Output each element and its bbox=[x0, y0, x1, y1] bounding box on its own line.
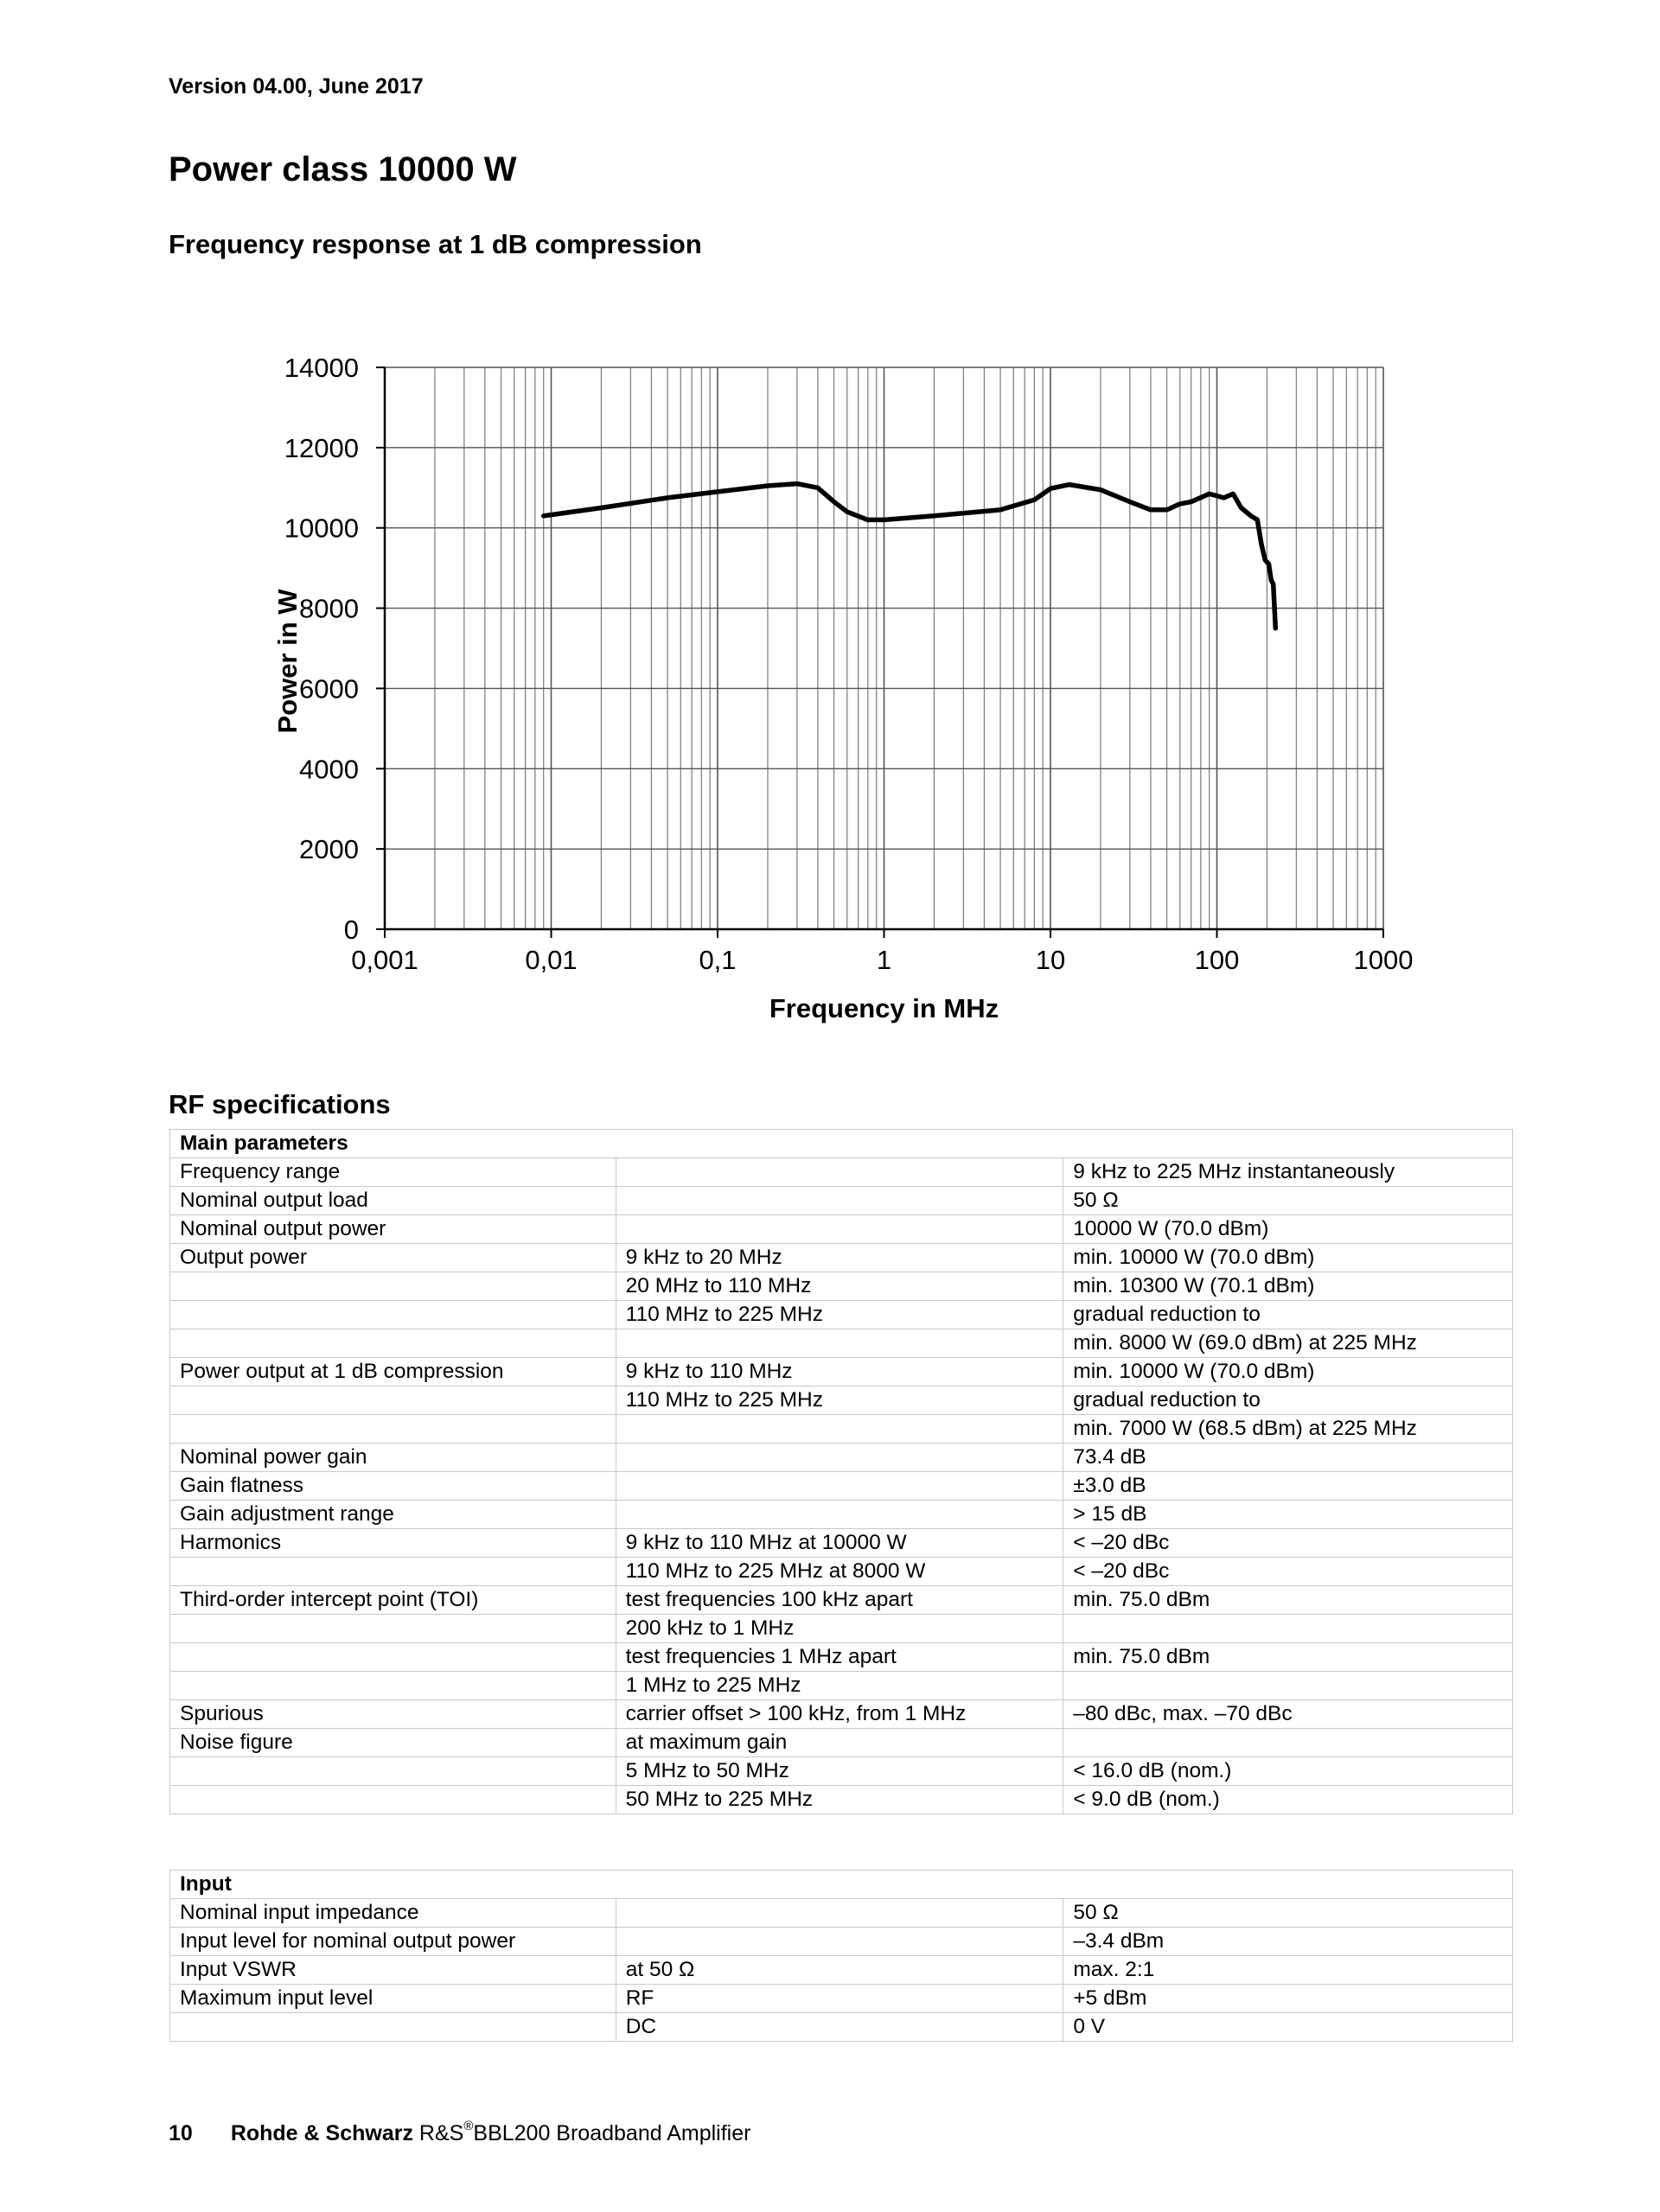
value-cell: ±3.0 dB bbox=[1063, 1472, 1513, 1501]
table-row bbox=[170, 1700, 1513, 1729]
condition-cell: RF bbox=[616, 1985, 1063, 2013]
condition-cell bbox=[616, 1329, 1063, 1358]
parameter-cell bbox=[170, 1643, 616, 1672]
chart-subtitle: Frequency response at 1 dB compression bbox=[169, 229, 702, 259]
condition-cell bbox=[616, 1928, 1063, 1956]
parameter-cell: Input VSWR bbox=[170, 1956, 616, 1985]
parameter-cell bbox=[170, 1757, 616, 1786]
value-cell: < –20 dBc bbox=[1063, 1529, 1513, 1558]
condition-cell: test frequencies 100 kHz apart bbox=[616, 1586, 1063, 1615]
rf_table-header-row bbox=[170, 1130, 1513, 1158]
y-tick-label: 8000 bbox=[299, 593, 359, 624]
parameter-cell: Noise figure bbox=[170, 1729, 616, 1757]
condition-cell bbox=[616, 1444, 1063, 1472]
table-row bbox=[170, 1187, 1513, 1215]
x-tick-label: 1000 bbox=[1353, 945, 1414, 975]
x-axis-title: Frequency in MHz bbox=[769, 993, 999, 1023]
condition-cell: 200 kHz to 1 MHz bbox=[616, 1615, 1063, 1643]
condition-cell: 110 MHz to 225 MHz bbox=[616, 1386, 1063, 1415]
table-row bbox=[170, 1329, 1513, 1358]
value-cell: > 15 dB bbox=[1063, 1501, 1513, 1529]
value-cell: –3.4 dBm bbox=[1063, 1928, 1513, 1956]
input_table-section-header: Input bbox=[170, 1871, 1513, 1899]
brand-name: Rohde & Schwarz bbox=[230, 2121, 413, 2145]
condition-cell: 9 kHz to 20 MHz bbox=[616, 1244, 1063, 1272]
value-cell: min. 8000 W (69.0 dBm) at 225 MHz bbox=[1063, 1329, 1513, 1358]
condition-cell: test frequencies 1 MHz apart bbox=[616, 1643, 1063, 1672]
parameter-cell bbox=[170, 1272, 616, 1301]
parameter-cell bbox=[170, 1301, 616, 1329]
parameter-cell: Input level for nominal output power bbox=[170, 1928, 616, 1956]
value-cell: min. 7000 W (68.5 dBm) at 225 MHz bbox=[1063, 1415, 1513, 1444]
condition-cell: 20 MHz to 110 MHz bbox=[616, 1272, 1063, 1301]
parameter-cell bbox=[170, 1386, 616, 1415]
value-cell: 73.4 dB bbox=[1063, 1444, 1513, 1472]
value-cell: 50 Ω bbox=[1063, 1187, 1513, 1215]
frequency-response-chart bbox=[251, 333, 1427, 1042]
input-specifications-table bbox=[169, 1870, 1513, 2042]
parameter-cell: Nominal output power bbox=[170, 1215, 616, 1244]
x-tick-label: 100 bbox=[1194, 945, 1240, 975]
value-cell: 10000 W (70.0 dBm) bbox=[1063, 1215, 1513, 1244]
table-row bbox=[170, 1272, 1513, 1301]
condition-cell bbox=[616, 1215, 1063, 1244]
condition-cell: 9 kHz to 110 MHz bbox=[616, 1358, 1063, 1386]
parameter-cell bbox=[170, 1558, 616, 1586]
rf_table-section-header: Main parameters bbox=[170, 1130, 1513, 1158]
parameter-cell bbox=[170, 2013, 616, 2042]
y-tick-label: 2000 bbox=[299, 834, 359, 865]
condition-cell: 5 MHz to 50 MHz bbox=[616, 1757, 1063, 1786]
value-cell: 9 kHz to 225 MHz instantaneously bbox=[1063, 1158, 1513, 1187]
parameter-cell: Output power bbox=[170, 1244, 616, 1272]
x-tick-label: 0,1 bbox=[699, 945, 737, 975]
condition-cell: 1 MHz to 225 MHz bbox=[616, 1672, 1063, 1700]
condition-cell: 110 MHz to 225 MHz at 8000 W bbox=[616, 1558, 1063, 1586]
condition-cell: 110 MHz to 225 MHz bbox=[616, 1301, 1063, 1329]
table-row bbox=[170, 1615, 1513, 1643]
value-cell: gradual reduction to bbox=[1063, 1301, 1513, 1329]
table-row bbox=[170, 1757, 1513, 1786]
product-prefix: R&S bbox=[418, 2121, 464, 2145]
value-cell: max. 2:1 bbox=[1063, 1956, 1513, 1985]
condition-cell bbox=[616, 1899, 1063, 1928]
input_table-header-row bbox=[170, 1871, 1513, 1899]
value-cell: 0 V bbox=[1063, 2013, 1513, 2042]
page-title: Power class 10000 W bbox=[169, 150, 517, 188]
parameter-cell: Power output at 1 dB compression bbox=[170, 1358, 616, 1386]
condition-cell bbox=[616, 1415, 1063, 1444]
condition-cell bbox=[616, 1187, 1063, 1215]
condition-cell: at 50 Ω bbox=[616, 1956, 1063, 1985]
x-tick-label: 0,01 bbox=[525, 945, 578, 975]
parameter-cell: Third-order intercept point (TOI) bbox=[170, 1586, 616, 1615]
y-tick-label: 6000 bbox=[299, 673, 359, 704]
parameter-cell bbox=[170, 1672, 616, 1700]
rf-specifications-table bbox=[169, 1129, 1513, 1814]
parameter-cell: Nominal input impedance bbox=[170, 1899, 616, 1928]
condition-cell: DC bbox=[616, 2013, 1063, 2042]
parameter-cell: Maximum input level bbox=[170, 1985, 616, 2013]
value-cell: 50 Ω bbox=[1063, 1899, 1513, 1928]
table-row bbox=[170, 1301, 1513, 1329]
parameter-cell: Nominal output load bbox=[170, 1187, 616, 1215]
registered-mark: ® bbox=[463, 2119, 474, 2133]
table-row bbox=[170, 1985, 1513, 2013]
value-cell: < 9.0 dB (nom.) bbox=[1063, 1786, 1513, 1814]
table-row bbox=[170, 1501, 1513, 1529]
value-cell: +5 dBm bbox=[1063, 1985, 1513, 2013]
parameter-cell: Frequency range bbox=[170, 1158, 616, 1187]
parameter-cell: Harmonics bbox=[170, 1529, 616, 1558]
y-tick-label: 4000 bbox=[299, 754, 359, 785]
table-row bbox=[170, 1358, 1513, 1386]
table-row bbox=[170, 1729, 1513, 1757]
condition-cell: 50 MHz to 225 MHz bbox=[616, 1786, 1063, 1814]
value-cell: < 16.0 dB (nom.) bbox=[1063, 1757, 1513, 1786]
value-cell: min. 10000 W (70.0 dBm) bbox=[1063, 1358, 1513, 1386]
value-cell: < –20 dBc bbox=[1063, 1558, 1513, 1586]
value-cell: min. 10300 W (70.1 dBm) bbox=[1063, 1272, 1513, 1301]
parameter-cell bbox=[170, 1615, 616, 1643]
parameter-cell: Gain flatness bbox=[170, 1472, 616, 1501]
page-footer bbox=[169, 2121, 750, 2146]
parameter-cell bbox=[170, 1415, 616, 1444]
table-row bbox=[170, 1215, 1513, 1244]
y-tick-label: 0 bbox=[343, 915, 359, 945]
y-tick-label: 12000 bbox=[284, 432, 359, 463]
value-cell: min. 75.0 dBm bbox=[1063, 1643, 1513, 1672]
parameter-cell bbox=[170, 1329, 616, 1358]
value-cell bbox=[1063, 1615, 1513, 1643]
x-tick-label: 1 bbox=[876, 945, 892, 975]
parameter-cell: Gain adjustment range bbox=[170, 1501, 616, 1529]
table-row bbox=[170, 1643, 1513, 1672]
table-row bbox=[170, 1899, 1513, 1928]
series-line-power-output bbox=[544, 484, 1276, 628]
value-cell bbox=[1063, 1672, 1513, 1700]
parameter-cell: Spurious bbox=[170, 1700, 616, 1729]
table-row bbox=[170, 1558, 1513, 1586]
x-tick-label: 0,001 bbox=[351, 945, 418, 975]
condition-cell: at maximum gain bbox=[616, 1729, 1063, 1757]
table-row bbox=[170, 1158, 1513, 1187]
page-number: 10 bbox=[169, 2121, 193, 2145]
condition-cell bbox=[616, 1158, 1063, 1187]
x-tick-label: 10 bbox=[1035, 945, 1066, 975]
table-row bbox=[170, 1956, 1513, 1985]
value-cell bbox=[1063, 1729, 1513, 1757]
value-cell: –80 dBc, max. –70 dBc bbox=[1063, 1700, 1513, 1729]
table-row bbox=[170, 1386, 1513, 1415]
y-axis-title: Power in W bbox=[272, 589, 303, 734]
table-row bbox=[170, 1928, 1513, 1956]
condition-cell bbox=[616, 1501, 1063, 1529]
table-row bbox=[170, 1444, 1513, 1472]
product-name: BBL200 Broadband Amplifier bbox=[473, 2121, 751, 2145]
value-cell: min. 75.0 dBm bbox=[1063, 1586, 1513, 1615]
y-tick-label: 10000 bbox=[284, 513, 359, 544]
table-row bbox=[170, 1586, 1513, 1615]
table-row bbox=[170, 1786, 1513, 1814]
table-row bbox=[170, 1244, 1513, 1272]
table-row bbox=[170, 1672, 1513, 1700]
y-tick-label: 14000 bbox=[284, 353, 359, 383]
version-label: Version 04.00, June 2017 bbox=[169, 74, 424, 99]
table-row bbox=[170, 1415, 1513, 1444]
value-cell: min. 10000 W (70.0 dBm) bbox=[1063, 1244, 1513, 1272]
rf-specifications-heading: RF specifications bbox=[169, 1089, 391, 1119]
value-cell: gradual reduction to bbox=[1063, 1386, 1513, 1415]
table-row bbox=[170, 2013, 1513, 2042]
condition-cell: 9 kHz to 110 MHz at 10000 W bbox=[616, 1529, 1063, 1558]
parameter-cell bbox=[170, 1786, 616, 1814]
table-row bbox=[170, 1529, 1513, 1558]
parameter-cell: Nominal power gain bbox=[170, 1444, 616, 1472]
condition-cell: carrier offset > 100 kHz, from 1 MHz bbox=[616, 1700, 1063, 1729]
condition-cell bbox=[616, 1472, 1063, 1501]
table-row bbox=[170, 1472, 1513, 1501]
